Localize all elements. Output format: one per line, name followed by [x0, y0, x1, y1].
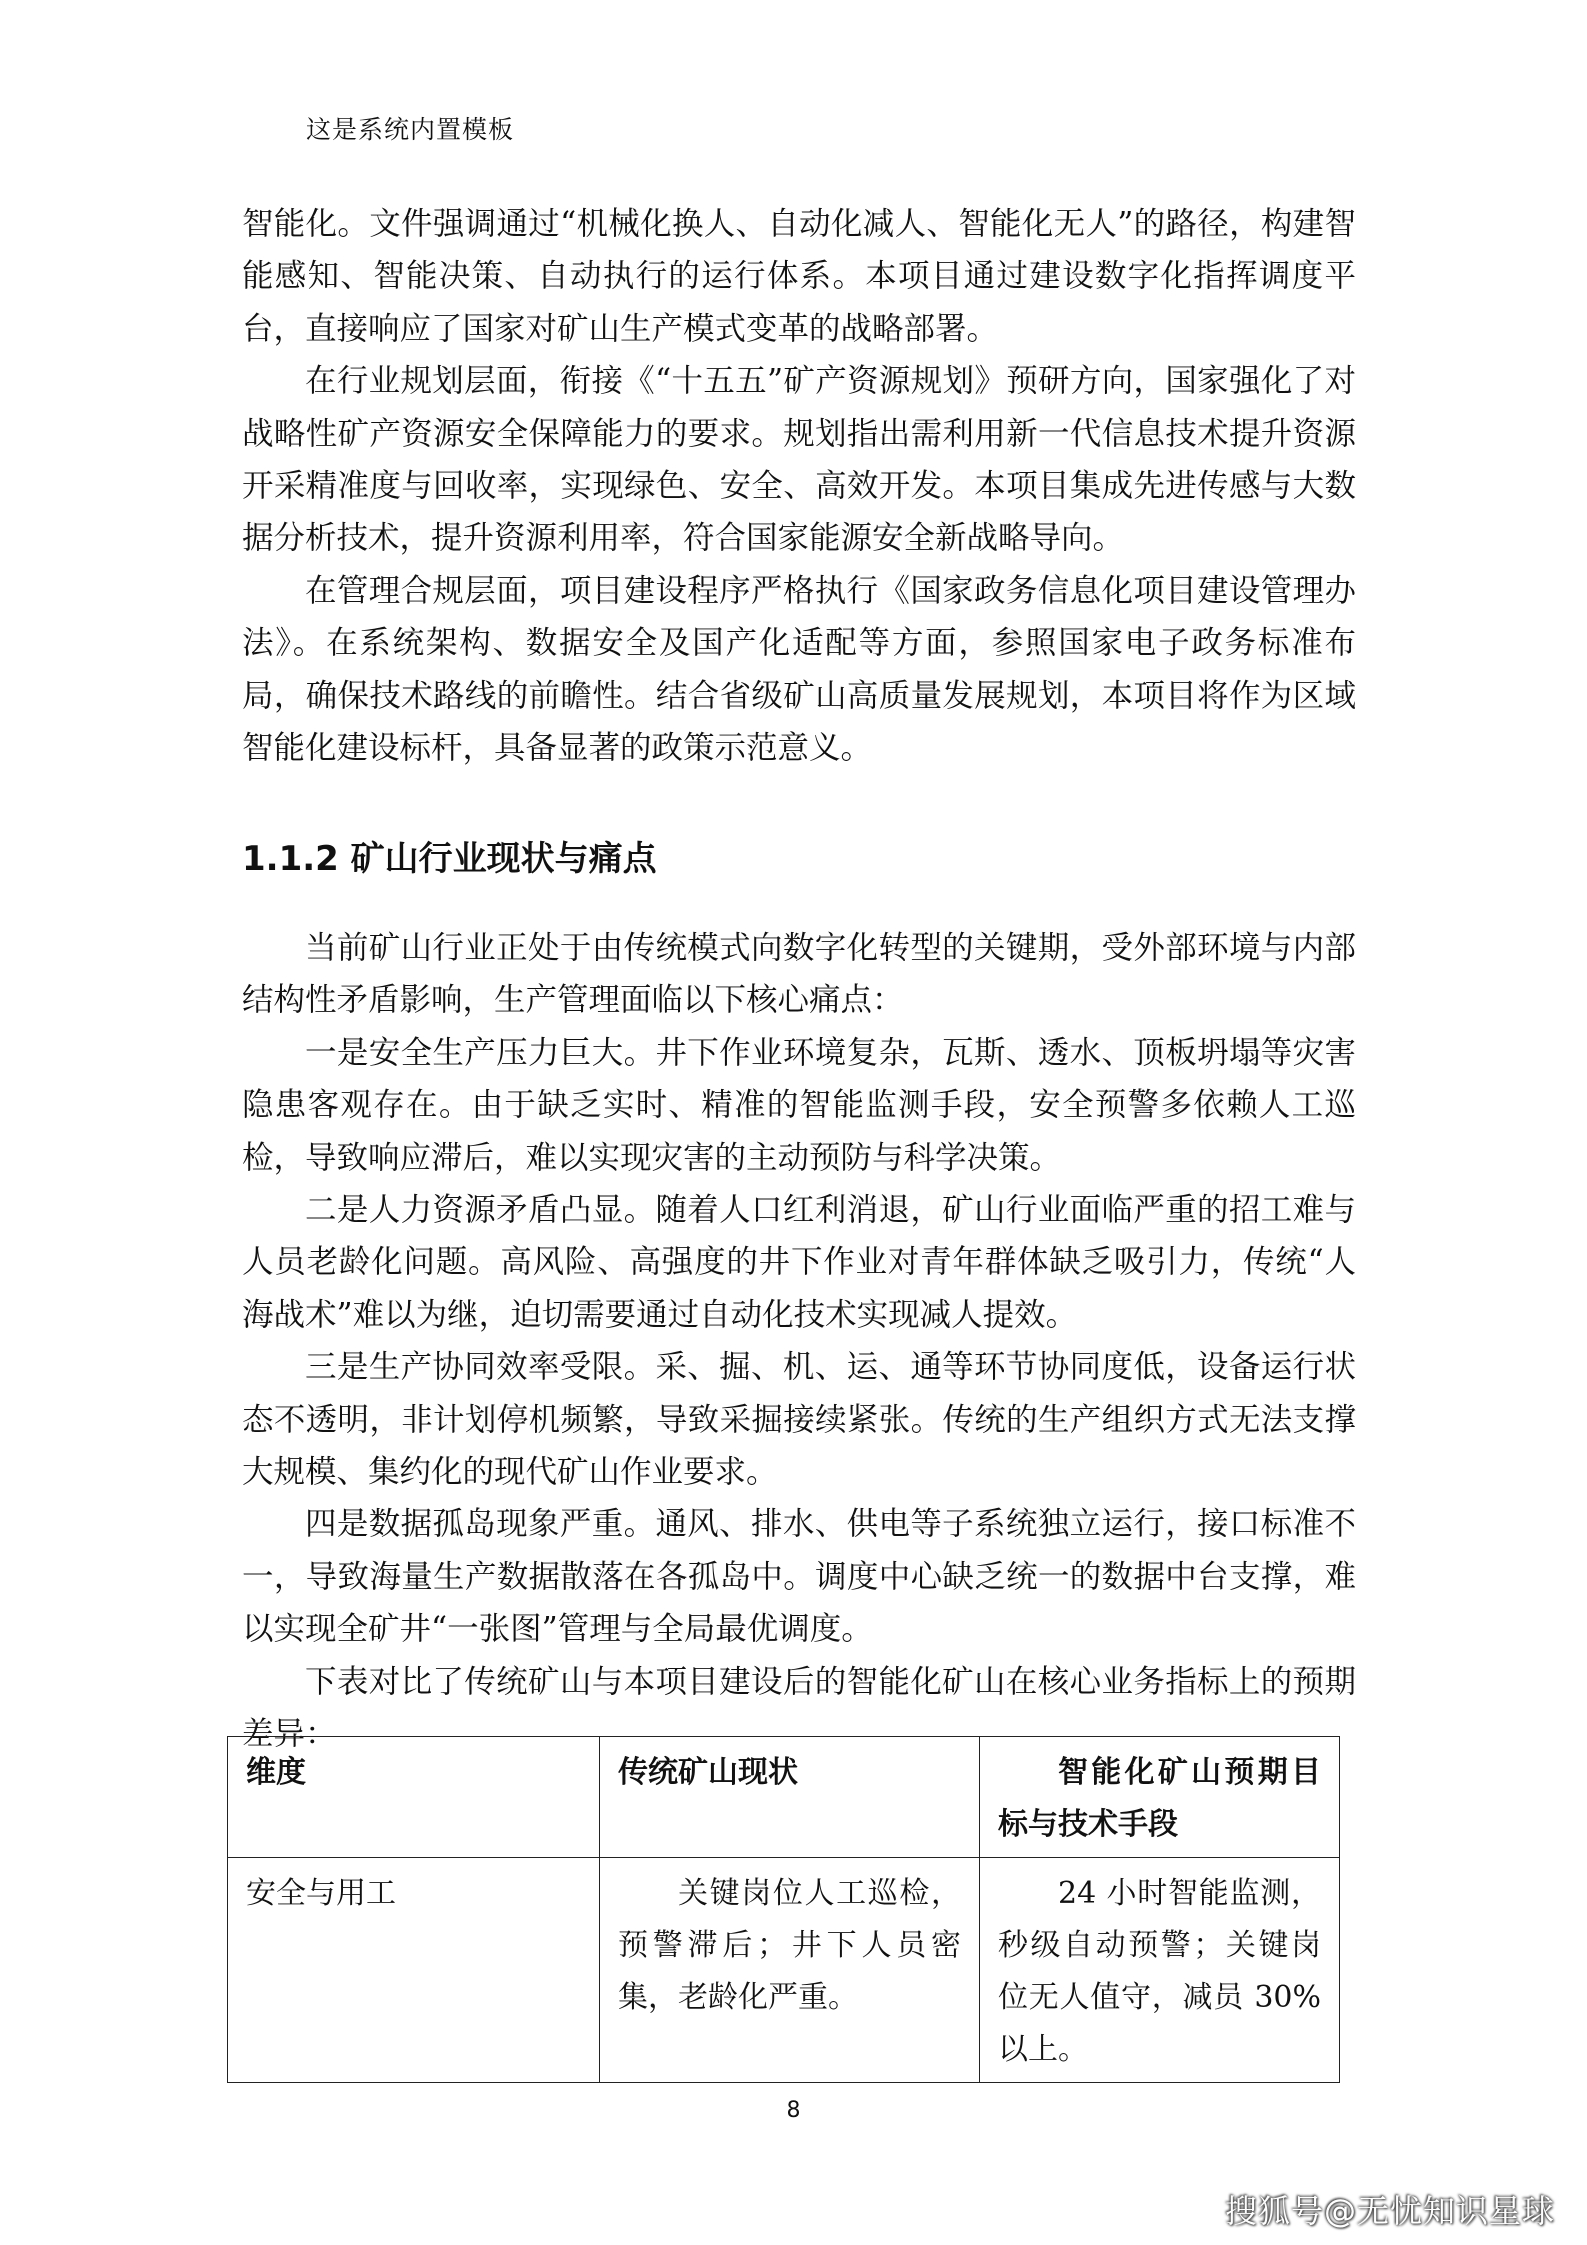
table-cell-dimension: 安全与用工: [228, 1858, 600, 2083]
paragraph: 二是人力资源矛盾凸显。随着人口红利消退，矿山行业面临严重的招工难与人员老龄化问题。高风险、高强度的井下作业对青年群体缺乏吸引力，传统“人海战术”难以为继，迫切需要通过自动化技术实现减人提效。: [242, 1192, 1356, 1333]
table-header-row: [228, 1737, 1340, 1858]
table-cell-traditional: 关键岗位人工巡检，预警滞后；井下人员密集，老龄化严重。: [600, 1858, 980, 2083]
paragraph: 下表对比了传统矿山与本项目建设后的智能化矿山在核心业务指标上的预期差异：: [242, 1663, 1356, 1753]
paragraph: 四是数据孤岛现象严重。通风、排水、供电等子系统独立运行，接口标准不一，导致海量生产数据散落在各孤岛中。调度中心缺乏统一的数据中台支撑，难以实现全矿井“一张图”管理与全局最优调度。: [242, 1506, 1356, 1648]
body-text-section: [242, 922, 1356, 1761]
page-header: 这是系统内置模板: [306, 115, 515, 144]
table-header-smart: 智能化矿山预期目标与技术手段: [980, 1737, 1340, 1858]
section-heading: 1.1.2 矿山行业现状与痛点: [242, 839, 657, 879]
watermark: 搜狐号@无忧知识星球: [1224, 2192, 1555, 2230]
table-cell-smart: 24 小时智能监测，秒级自动预警；关键岗位无人值守，减员 30%以上。: [980, 1858, 1340, 2083]
paragraph: 当前矿山行业正处于由传统模式向数字化转型的关键期，受外部环境与内部结构性矛盾影响，生产管理面临以下核心痛点：: [242, 930, 1356, 1019]
body-text-top: [242, 198, 1356, 774]
paragraph: 在行业规划层面，衔接《“十五五”矿产资源规划》预研方向，国家强化了对战略性矿产资源安全保障能力的要求。规划指出需利用新一代信息技术提升资源开采精准度与回收率，实现绿色、安全、高效开发。本项目集成先进传感与大数据分析技术，提升资源利用率，符合国家能源安全新战略导向。: [242, 363, 1356, 557]
paragraph: 三是生产协同效率受限。采、掘、机、运、通等环节协同度低，设备运行状态不透明，非计划停机频繁，导致采掘接续紧张。传统的生产组织方式无法支撑大规模、集约化的现代矿山作业要求。: [242, 1349, 1356, 1491]
table-header-dimension: 维度: [228, 1737, 600, 1858]
paragraph: 在管理合规层面，项目建设程序严格执行《国家政务信息化项目建设管理办法》。在系统架构、数据安全及国产化适配等方面，参照国家电子政务标准布局，确保技术路线的前瞻性。结合省级矿山高质量发展规划，本项目将作为区域智能化建设标杆，具备显著的政策示范意义。: [242, 572, 1356, 767]
paragraph: 一是安全生产压力巨大。井下作业环境复杂，瓦斯、透水、顶板坍塌等灾害隐患客观存在。由于缺乏实时、精准的智能监测手段，安全预警多依赖人工巡检，导致响应滞后，难以实现灾害的主动预防与科学决策。: [242, 1034, 1356, 1176]
page-number: 8: [786, 2098, 801, 2123]
table-header-traditional: 传统矿山现状: [600, 1737, 980, 1858]
table-row: [228, 1858, 1340, 2083]
comparison-table: [227, 1736, 1340, 2083]
paragraph: 智能化。文件强调通过“机械化换人、自动化减人、智能化无人”的路径，构建智能感知、智能决策、自动执行的运行体系。本项目通过建设数字化指挥调度平台，直接响应了国家对矿山生产模式变革的战略部署。: [242, 206, 1356, 347]
